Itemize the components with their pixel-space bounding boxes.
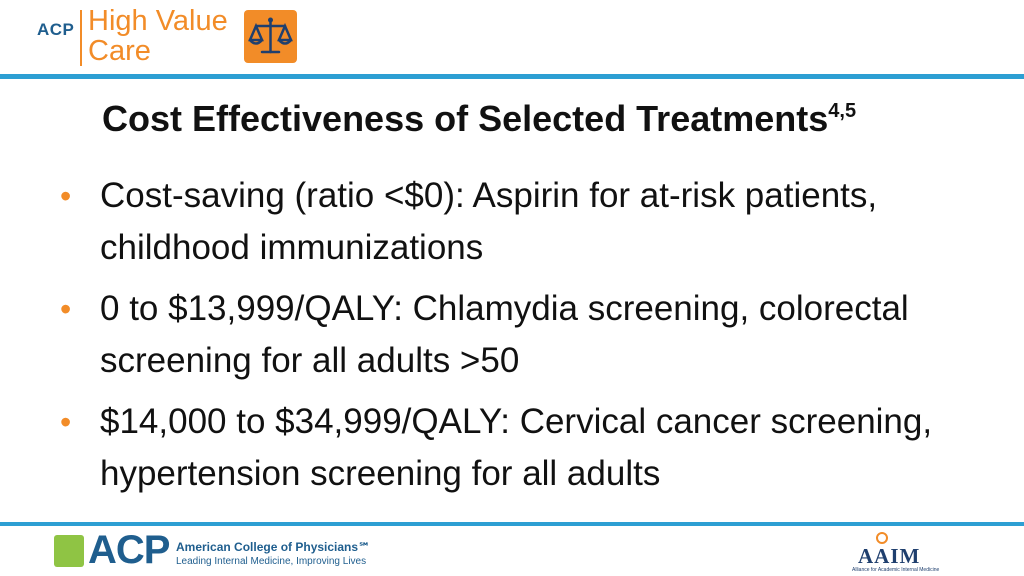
list-item [60,170,960,274]
aaim-swirl-icon [875,532,889,544]
acp-tagline: Leading Internal Medicine, Improving Lives [176,556,367,567]
acp-emblem-icon [54,535,84,567]
aaim-tagline: Alliance for Academic Internal Medicine [852,567,940,573]
bullet-list [60,170,960,509]
list-item [60,283,960,387]
slide-title [102,98,856,140]
bullet-dot-icon: • [60,178,72,214]
acp-logo-letters: ACP [88,528,170,572]
scales-of-justice-icon [244,10,297,63]
title-citation: 4,5 [828,100,857,122]
acp-abbrev-logo: ACP [37,20,75,39]
bullet-text: Cost-saving (ratio <$0): Aspirin for at-risk patients, childhood immunizations [100,176,878,267]
logo-line-1: High Value [88,5,228,37]
bullet-dot-icon: • [60,404,72,440]
slide-header [0,0,1024,80]
bullet-text: $14,000 to $34,999/QALY: Cervical cancer screening, hypertension screening for all adults [100,402,933,493]
footer-rule [0,522,1024,526]
logo-line-2: Care [88,35,151,67]
aaim-wordmark: AAIM [858,544,921,568]
header-rule [0,74,1024,79]
logo-divider [80,10,82,66]
acp-full-name: American College of Physicians℠ [176,540,371,554]
aaim-footer-logo [852,530,972,574]
bullet-dot-icon: • [60,291,72,327]
bullet-text: 0 to $13,999/QALY: Chlamydia screening, colorectal screening for all adults >50 [100,289,909,380]
list-item [60,396,960,500]
high-value-care-logo [88,6,228,66]
slide-title-text: Cost Effectiveness of Selected Treatments [102,98,829,139]
